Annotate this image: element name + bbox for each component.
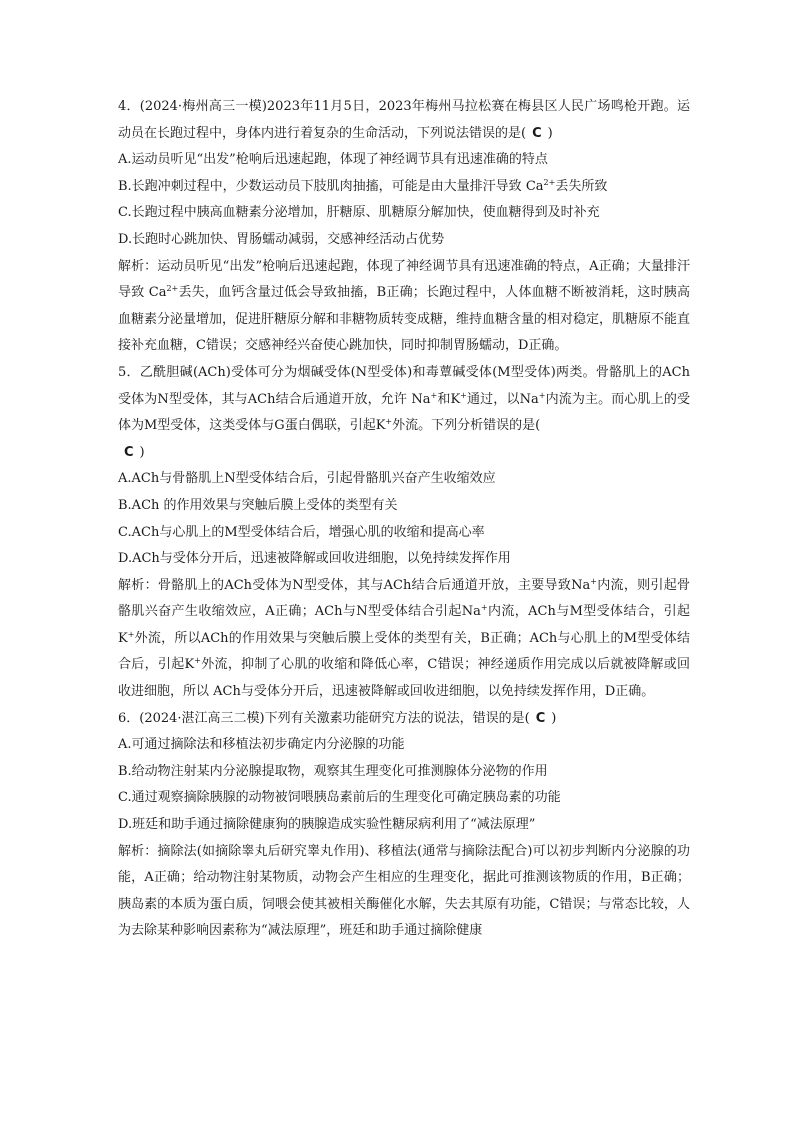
question-4 [118, 94, 690, 360]
question-5-option-c: C.ACh与心肌上的M型受体结合后，增强心肌的收缩和提高心率 [118, 524, 485, 540]
question-4-answer: C [532, 125, 542, 141]
question-4-option-c: C.长跑过程中胰高血糖素分泌增加，肝糖原、肌糖原分解加快，使血糖得到及时补充 [118, 205, 600, 221]
question-6-stem: 6．(2024·湛江高三二模)下列有关激素功能研究方法的说法，错误的是( C ) [118, 706, 690, 733]
question-5 [118, 360, 690, 706]
question-4-option-b: B.长跑冲刺过程中，少数运动员下肢肌肉抽搐，可能是由大量排汗导致 $Ca^{2+}$丢失所致 [118, 177, 608, 194]
question-5-option-b: B.ACh 的作用效果与突触后膜上受体的类型有关 [118, 497, 398, 513]
question-5-option-d: D.ACh与受体分开后，迅速被降解或回收进细胞，以免持续发挥作用 [118, 551, 511, 567]
question-6-option-a: A.可通过摘除法和移植法初步确定内分泌腺的功能 [118, 737, 405, 753]
question-4-option-a: A.运动员听见“出发”枪响后迅速起跑，体现了神经调节具有迅速准确的特点 [118, 152, 548, 168]
question-5-option-a: A.ACh与骨骼肌上N型受体结合后，引起骨骼肌兴奋产生收缩效应 [118, 471, 496, 487]
question-6-option-d: D.班廷和助手通过摘除健康狗的胰腺造成实验性糖尿病利用了“减法原理” [118, 817, 536, 833]
question-4-analysis: 解析：运动员听见“出发”枪响后迅速起跑，体现了神经调节具有迅速准确的特点，A正确；大量排汗导致 $Ca^{2+}$丢失，血钙含量过低会导致抽搐，B正确；长跑过程中，人体血糖不断被消耗，这时胰高血糖素分泌量增加，促进肝糖原分解和非糖物质转变成糖，维持血糖含量的相对稳定，肌糖原不能直接补充血糖，C错误；交感神经兴奋使心跳加快，同时抑制胃肠蠕动，D正确。 [118, 258, 691, 354]
question-4-stem: 4．(2024·梅州高三一模)2023年11月5日，2023年梅州马拉松赛在梅县区人民广场鸣枪开跑。运动员在长跑过程中，身体内进行着复杂的生命活动，下列说法错误的是( C ) [118, 94, 690, 147]
question-6-option-b: B.给动物注射某内分泌腺提取物，观察其生理变化可推测腺体分泌物的作用 [118, 763, 548, 779]
question-6-analysis: 解析：摘除法(如摘除睾丸后研究睾丸作用)、移植法(通常与摘除法配合)可以初步判断内分泌腺的功能，A正确；给动物注射某物质，动物会产生相应的生理变化，据此可推测该物质的作用，B正确；胰岛素的本质为蛋白质，饲喂会使其被相关酶催化水解，失去其原有功能，C错误；与常态比较，人为去除某种影响因素称为“减法原理”，班廷和助手通过摘除健康 [118, 843, 690, 939]
question-5-answer: C [124, 444, 134, 460]
question-6 [118, 706, 690, 945]
question-6-option-c: C.通过观察摘除胰腺的动物被饲喂胰岛素前后的生理变化可确定胰岛素的功能 [118, 790, 561, 806]
question-5-analysis: 解析：骨骼肌上的ACh受体为N型受体，其与ACh结合后通道开放，主要导致Na+内流，则引起骨骼肌兴奋产生收缩效应，A正确；ACh与N型受体结合引起Na+内流，ACh与M型受体结合，引起K+外流，所以ACh的作用效果与突触后膜上受体的类型有关，B正确；ACh与心肌上的M型受体结合后，引起K+外流，抑制了心肌的收缩和降低心率，C错误；神经递质作用完成以后就被降解或回收进细胞，所以 ACh与受体分开后，迅速被降解或回收进细胞，以免持续发挥作用，D正确。 [118, 576, 690, 700]
question-4-option-d: D.长跑时心跳加快、胃肠蠕动减弱，交感神经活动占优势 [118, 231, 445, 247]
question-5-stem: 5．乙酰胆碱(ACh)受体可分为烟碱受体(N型受体)和毒蕈碱受体(M型受体)两类。骨骼肌上的ACh受体为N型受体，其与ACh结合后通道开放，允许 Na+和K+通过，以Na+内流为主。而心肌上的受体为M型受体，这类受体与G蛋白偶联，引起K+外流。下列分析错误的是( C ) [118, 360, 690, 466]
question-6-answer: C [535, 710, 546, 726]
